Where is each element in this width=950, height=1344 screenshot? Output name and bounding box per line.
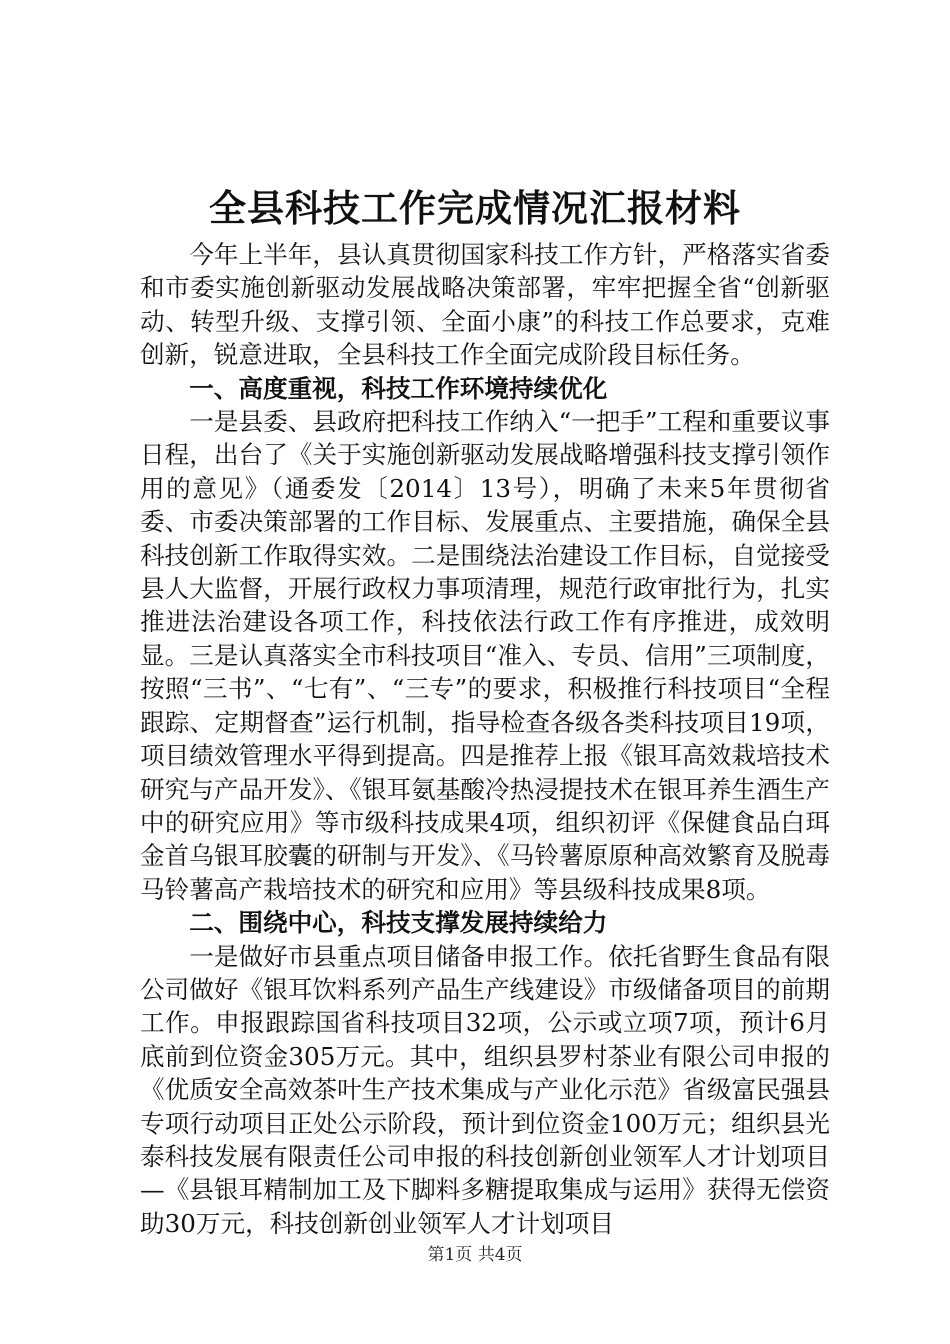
section-heading: 二、围绕中心，科技支撑发展持续给力 <box>189 908 608 938</box>
section-heading: 一、高度重视，科技工作环境持续优化 <box>189 373 608 403</box>
document-body <box>140 238 830 1240</box>
section-paragraph: 一是做好市县重点项目储备申报工作。依托省野生食品有限公司做好《银耳饮料系列产品生产线建设》市级储备项目的前期工作。申报跟踪国省科技项目32项，公示或立项7项，预计6月底前到位资金305万元。其中，组织县罗村茶业有限公司申报的《优质安全高效茶叶生产技术集成与产业化示范》省级富民强县专项行动项目正处公示阶段，预计到位资金100万元；组织县光泰科技发展有限责任公司申报的科技创新创业领军人才计划项目—《县银耳精制加工及下脚料多糖提取集成与运用》获得无偿资助30万元，科技创新创业领军人才计划项目 <box>140 941 830 1238</box>
section-paragraph: 一是县委、县政府把科技工作纳入“一把手”工程和重要议事日程，出台了《关于实施创新驱动发展战略增强科技支撑引领作用的意见》（通委发〔2014〕13号），明确了未来5年贯彻省委、市委决策部署的工作目标、发展重点、主要措施，确保全县科技创新工作取得实效。二是围绕法治建设工作目标，自觉接受县人大监督，开展行政权力事项清理，规范行政审批行为，扎实推进法治建设各项工作，科技依法行政工作有序推进，成效明显。三是认真落实全市科技项目“准入、专员、信用”三项制度，按照“三书”、“七有”、“三专”的要求，积极推行科技项目“全程跟踪、定期督查”运行机制，指导检查各级各类科技项目19项，项目绩效管理水平得到提高。四是推荐上报《银耳高效栽培技术研究与产品开发》、《银耳氨基酸冷热浸提技术在银耳养生酒生产中的研究应用》等市级科技成果4项，组织初评《保健食品白珥金首乌银耳胶囊的研制与开发》、《马铃薯原原种高效繁育及脱毒马铃薯高产栽培技术的研究和应用》等县级科技成果8项。 <box>140 407 830 904</box>
page-footer: 第1页 共4页 <box>427 1245 523 1265</box>
intro-paragraph: 今年上半年，县认真贯彻国家科技工作方针，严格落实省委和市委实施创新驱动发展战略决策部署，牢牢把握全省“创新驱动、转型升级、支撑引领、全面小康”的科技工作总要求，克难创新，锐意进取，全县科技工作全面完成阶段目标任务。 <box>140 240 830 370</box>
document-title: 全县科技工作完成情况汇报材料 <box>209 186 741 230</box>
